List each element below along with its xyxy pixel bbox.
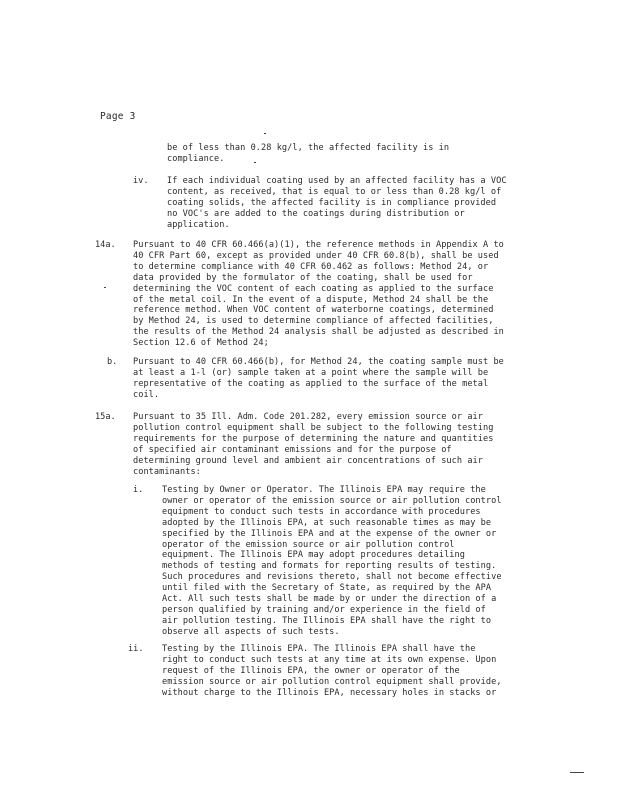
text-line: Section 12.6 of Method 24; <box>133 338 269 349</box>
text-line: application. <box>167 219 230 230</box>
text-line: Testing by the Illinois EPA. The Illinois EPA shall have the <box>162 644 476 654</box>
item-label-i: i. <box>133 485 144 495</box>
text-line: Pursuant to 40 CFR 60.466(b), for Method 24, the coating sample must be <box>133 357 504 367</box>
paragraph-14a <box>133 240 504 349</box>
paragraph-iv <box>167 176 507 231</box>
text-line: contaminants: <box>133 466 201 477</box>
text-line: If each individual coating used by an affected facility has a VOC <box>167 176 507 186</box>
text-line: equipment to conduct such tests in accordance with procedures <box>162 506 481 517</box>
paragraph-ii <box>162 644 502 699</box>
text-line: adopted by the Illinois EPA, at such reasonable times as may be <box>162 517 492 528</box>
text-line: determining ground level and ambient air concentrations of such air <box>133 455 483 466</box>
text-line: coil. <box>133 389 160 400</box>
text-line: content, as received, that is equal to or less than 0.28 kg/l of <box>167 186 502 197</box>
text-line: compliance. <box>167 153 225 164</box>
text-line: air pollution testing. The Illinois EPA shall have the right to <box>162 615 492 626</box>
item-label-ii: ii. <box>128 644 144 654</box>
text-line: determining the VOC content of each coating as applied to the surface <box>133 283 494 294</box>
text-line: Such procedures and revisions thereto, shall not become effective <box>162 572 502 583</box>
text-line: representative of the coating as applied to the surface of the metal <box>133 378 489 389</box>
text-line: owner or operator of the emission source or air pollution control <box>162 495 502 506</box>
text-line: operator of the emission source or air pollution control <box>162 539 455 550</box>
text-line: by Method 24, is used to determine compliance of affected facilities, <box>133 316 494 327</box>
paragraph-continuation <box>167 143 449 165</box>
text-line: of the metal coil. In the event of a dispute, Method 24 shall be the <box>133 294 489 305</box>
text-line: methods of testing and formats for reporting results of testing. <box>162 561 497 572</box>
text-line: emission source or air pollution control equipment shall provide, <box>162 676 502 687</box>
text-line: observe all aspects of such tests. <box>162 626 340 637</box>
text-line: person qualified by training and/or experience in the field of <box>162 604 486 615</box>
text-line: Act. All such tests shall be made by or under the direction of a <box>162 594 497 605</box>
text-line: Pursuant to 35 Ill. Adm. Code 201.282, every emission source or air <box>133 412 483 422</box>
item-label-b: b. <box>107 357 118 367</box>
text-line: Testing by Owner or Operator. The Illinois EPA may require the <box>162 485 486 495</box>
scan-speck <box>104 287 106 288</box>
paragraph-b <box>133 357 504 401</box>
text-line: specified by the Illinois EPA and at the expense of the owner or <box>162 528 497 539</box>
text-line: request of the Illinois EPA, the owner or operator of the <box>162 665 460 676</box>
text-line: data provided by the formulator of the coating, shall be used for <box>133 272 473 283</box>
paragraph-15a <box>133 412 493 477</box>
text-line: Pursuant to 40 CFR 60.466(a)(1), the reference methods in Appendix A to <box>133 240 504 250</box>
text-line: until filed with the Secretary of State, as required by the APA <box>162 583 492 594</box>
text-line: equipment. The Illinois EPA may adopt procedures detailing <box>162 550 465 561</box>
text-line: 40 CFR Part 60, except as provided under 40 CFR 60.8(b), shall be used <box>133 250 499 261</box>
text-line: reference method. When VOC content of waterborne coatings, determined <box>133 305 494 316</box>
text-line: pollution control equipment shall be subject to the following testing <box>133 422 494 433</box>
text-line: no VOC's are added to the coatings during distribution or <box>167 208 465 219</box>
text-line: requirements for the purpose of determining the nature and quantities <box>133 433 494 444</box>
item-label-iv: iv. <box>133 176 149 186</box>
text-line: the results of the Method 24 analysis shall be adjusted as described in <box>133 327 504 338</box>
item-label-15a: 15a. <box>95 412 116 422</box>
scan-speck <box>264 133 266 134</box>
scan-speck <box>570 772 584 773</box>
text-line: coating solids, the affected facility is in compliance provided <box>167 197 497 208</box>
text-line: be of less than 0.28 kg/l, the affected facility is in <box>167 143 450 153</box>
text-line: of specified air contaminant emissions and for the purpose of <box>133 444 452 455</box>
text-line: right to conduct such tests at any time at its own expense. Upon <box>162 654 497 665</box>
text-line: to determine compliance with 40 CFR 60.462 as follows: Method 24, or <box>133 261 489 272</box>
text-line: without charge to the Illinois EPA, necessary holes in stacks or <box>162 687 497 698</box>
page-header: Page 3 <box>100 111 136 122</box>
paragraph-i <box>162 485 502 638</box>
text-line: at least a 1-l (or) sample taken at a point where the sample will be <box>133 367 489 378</box>
item-label-14a: 14a. <box>95 240 116 250</box>
scan-speck <box>254 162 256 163</box>
